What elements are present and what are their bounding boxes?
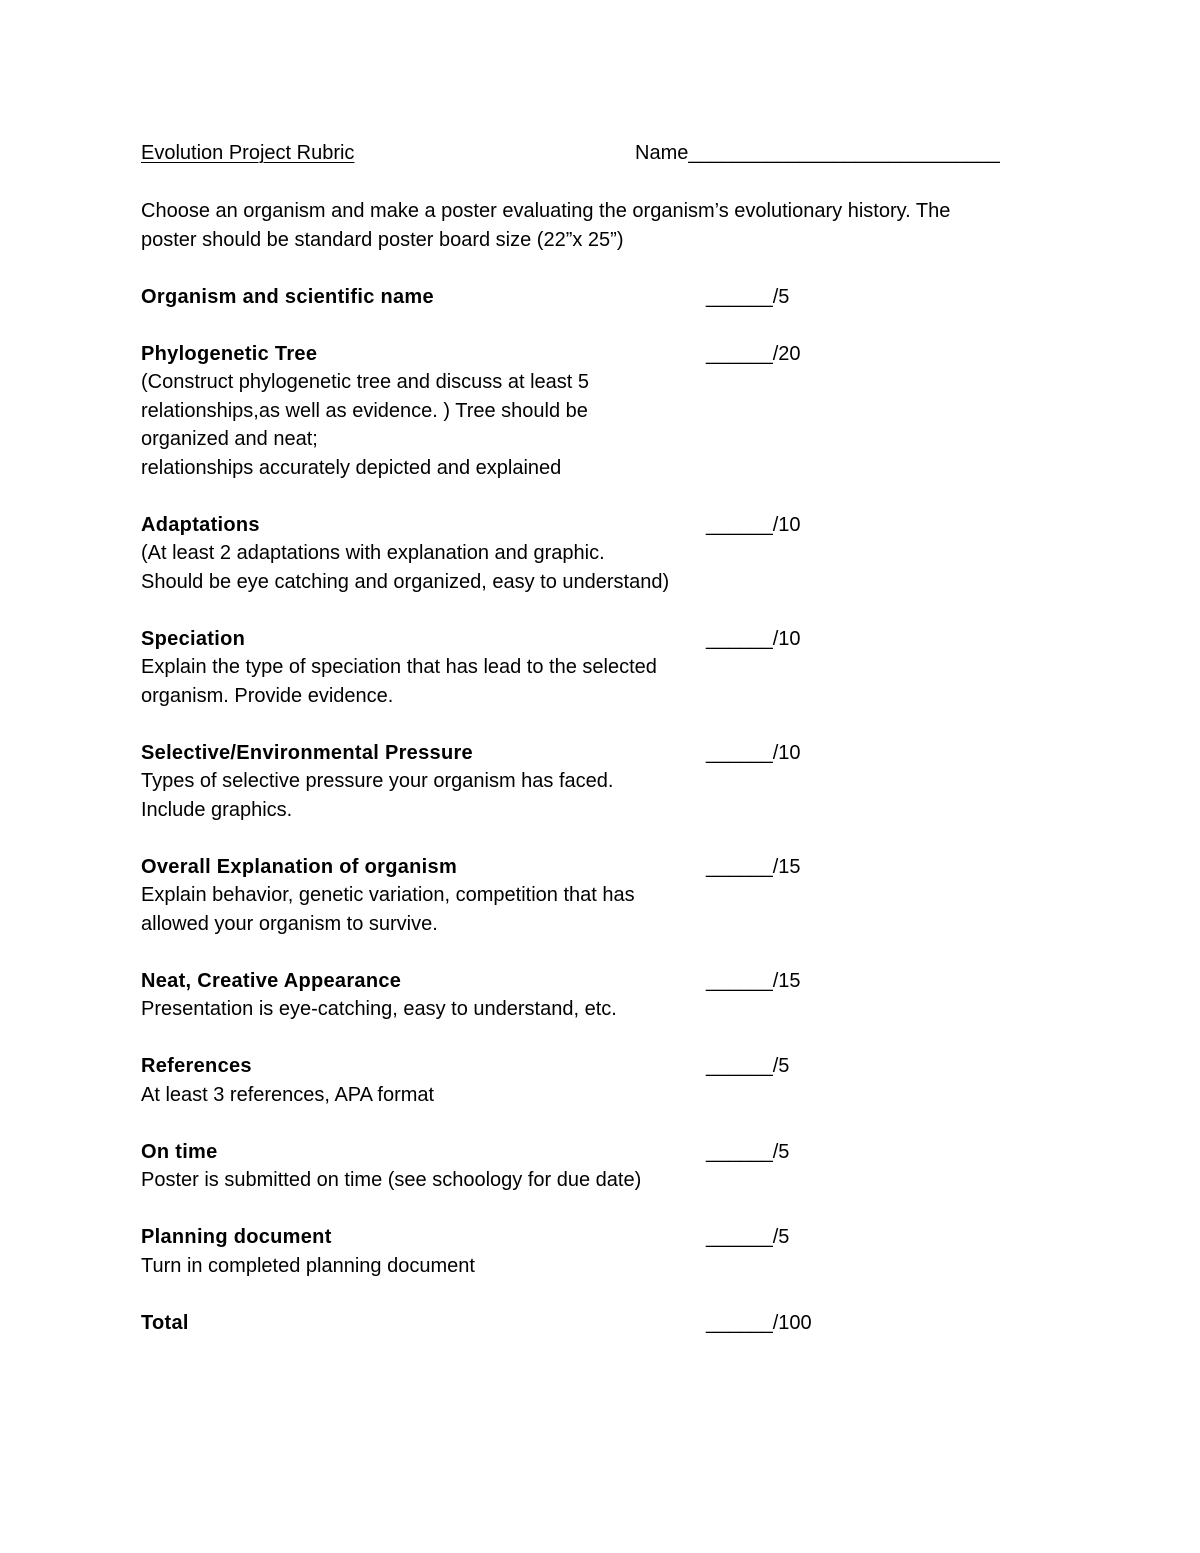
rubric-item-description: (Construct phylogenetic tree and discuss at least 5 relationships,as well as evidence. ) Tree should be organized and neat; relationships accurately depicted and explained: [141, 371, 590, 479]
rubric-item-appearance: [141, 967, 1061, 1024]
rubric-page: [141, 139, 1061, 1337]
rubric-item-title: Total: [141, 1311, 189, 1334]
rubric-item-adaptations: [141, 511, 1061, 597]
rubric-item-phylogenetic-tree: [141, 340, 1061, 483]
rubric-item-description: Poster is submitted on time (see schoology for due date): [141, 1169, 642, 1191]
rubric-item-title: Overall Explanation of organism: [141, 855, 458, 878]
rubric-item-description: Explain the type of speciation that has lead to the selected organism. Provide evidence.: [141, 656, 657, 707]
rubric-item-score: ______/5: [706, 1226, 790, 1248]
rubric-item-description: Turn in completed planning document: [141, 1254, 475, 1277]
rubric-item-title: Neat, Creative Appearance: [141, 969, 402, 992]
rubric-item-references: [141, 1052, 1061, 1109]
rubric-item-title: Organism and scientific name: [141, 285, 434, 308]
rubric-item-score: ______/10: [706, 627, 801, 650]
rubric-item-title: On time: [141, 1140, 218, 1163]
rubric-item-title: Phylogenetic Tree: [141, 342, 318, 365]
rubric-item-title: Selective/Environmental Pressure: [141, 741, 473, 764]
rubric-item-speciation: [141, 625, 1061, 711]
rubric-item-title: Adaptations: [141, 513, 260, 536]
name-field-line: Name____________________________: [635, 142, 1000, 164]
rubric-item-selective-pressure: [141, 739, 1061, 825]
rubric-item-total: [141, 1309, 1061, 1338]
rubric-item-score: ______/10: [706, 513, 801, 536]
rubric-item-organism: [141, 283, 1061, 312]
rubric-item-description: Explain behavior, genetic variation, competition that has allowed your organism to survive.: [141, 884, 635, 935]
document-title: Evolution Project Rubric: [141, 142, 355, 164]
rubric-item-score: ______/5: [706, 1055, 790, 1077]
rubric-item-title: Speciation: [141, 627, 246, 650]
rubric-item-description: Types of selective pressure your organism has faced. Include graphics.: [141, 770, 614, 821]
rubric-item-planning-document: [141, 1223, 1061, 1280]
rubric-item-on-time: [141, 1138, 1061, 1195]
rubric-item-title: Planning document: [141, 1226, 332, 1248]
header-row: [141, 139, 1061, 169]
rubric-item-score: ______/5: [706, 1140, 790, 1163]
rubric-item-description: At least 3 references, APA format: [141, 1083, 435, 1106]
rubric-item-title: References: [141, 1055, 252, 1077]
rubric-item-overall-explanation: [141, 853, 1061, 939]
rubric-item-score: ______/15: [706, 855, 801, 878]
intro-paragraph: Choose an organism and make a poster evaluating the organism’s evolutionary history. The poster should be standard poster board size (22”x 25”): [141, 200, 951, 251]
rubric-item-score: ______/100: [706, 1311, 812, 1334]
rubric-item-score: ______/15: [706, 969, 801, 992]
rubric-item-score: ______/20: [706, 342, 801, 365]
rubric-item-description: (At least 2 adaptations with explanation and graphic. Should be eye catching and organized, easy to understand): [141, 542, 670, 593]
rubric-item-score: ______/10: [706, 741, 801, 764]
rubric-item-score: ______/5: [706, 285, 790, 308]
rubric-item-description: Presentation is eye-catching, easy to understand, etc.: [141, 998, 617, 1020]
